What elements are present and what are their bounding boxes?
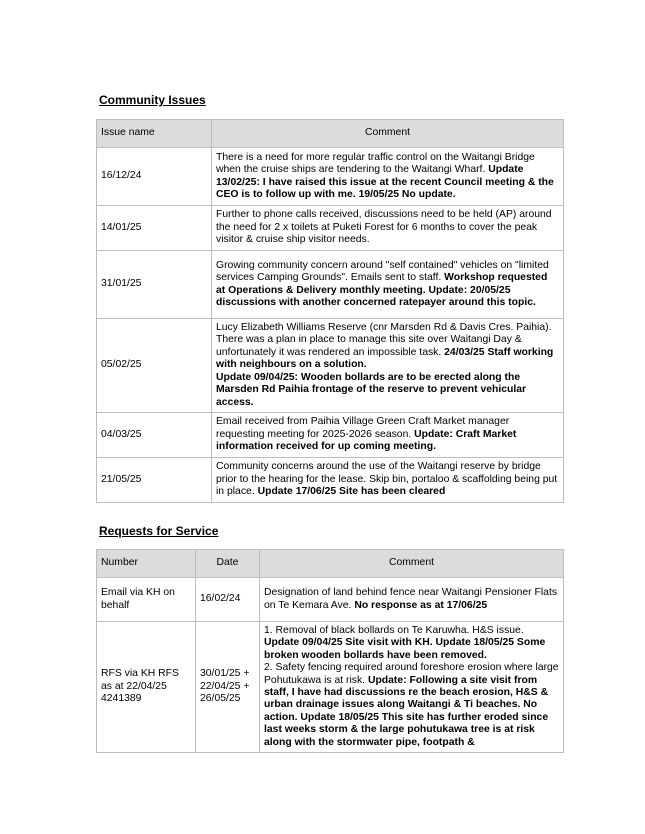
issue-comment: Further to phone calls received, discussions need to be held (AP) around the need for 2 x toilets at Puketi Forest for 6 months to cover the peak visitor & cruise ship visitor needs. [212,206,564,251]
community-issues-table [96,119,564,503]
rfs-date: 30/01/25 + 22/04/25 + 26/05/25 [196,622,260,753]
header-comment: Comment [260,550,564,578]
requests-for-service-title: Requests for Service [99,524,219,538]
header-date: Date [196,550,260,578]
issue-date: 05/02/25 [97,319,212,413]
header-number: Number [97,550,196,578]
issue-comment: There is a need for more regular traffic control on the Waitangi Bridge when the cruise ships are tendering to the Waitangi Wharf. Update 13/02/25: I have raised this issue at the recent Council meeting & the CEO is to follow up with me. 19/05/25 No update. [212,148,564,206]
header-issue-name: Issue name [97,120,212,148]
issue-date: 21/05/25 [97,458,212,503]
table-header-row [97,120,564,148]
table-row [97,578,564,622]
table-row [97,413,564,458]
table-row [97,206,564,251]
header-comment: Comment [212,120,564,148]
table-row [97,622,564,753]
rfs-comment: Designation of land behind fence near Waitangi Pensioner Flats on Te Kemara Ave. No response as at 17/06/25 [260,578,564,622]
issue-date: 14/01/25 [97,206,212,251]
rfs-number: Email via KH on behalf [97,578,196,622]
issue-comment: Lucy Elizabeth Williams Reserve (cnr Marsden Rd & Davis Cres. Paihia). There was a plan in place to manage this site over Waitangi Day & unfortunately it was rendered an impossible task. 24/03/25 Staff working with neighbours on a solution. Update 09/04/25: Wooden bollards are to be erected along the Marsden Rd Paihia frontage of the reserve to prevent vehicular access. [212,319,564,413]
requests-for-service-table [96,549,564,753]
issue-date: 04/03/25 [97,413,212,458]
community-issues-title: Community Issues [99,93,206,107]
table-row [97,458,564,503]
issue-comment: Community concerns around the use of the Waitangi reserve by bridge prior to the hearing for the lease. Skip bin, portaloo & scaffolding being put in place. Update 17/06/25 Site has been cleared [212,458,564,503]
issue-comment: Email received from Paihia Village Green Craft Market manager requesting meeting for 2025-2026 season. Update: Craft Market information received for up coming meeting. [212,413,564,458]
issue-comment: Growing community concern around "self contained" vehicles on "limited services Camping Grounds". Emails sent to staff. Workshop requested at Operations & Delivery monthly meeting. Update: 20/05/25 discussions with another concerned ratepayer around this topic. [212,251,564,319]
table-row [97,251,564,319]
rfs-comment: 1. Removal of black bollards on Te Karuwha. H&S issue. Update 09/04/25 Site visit with KH. Update 18/05/25 Some broken wooden bollards have been removed. 2. Safety fencing required around foreshore erosion where large Pohutukawa is at risk. Update: Following a site visit from staff, I have had discussions re the beach erosion, H&S & urban drainage issues along Waitangi & Ti beaches. No action. Update 18/05/25 This site has further eroded since last weeks storm & the large pohutukawa tree is at risk along with the stormwater pipe, footpath & [260,622,564,753]
issue-date: 16/12/24 [97,148,212,206]
table-row [97,148,564,206]
table-row [97,319,564,413]
issue-date: 31/01/25 [97,251,212,319]
table-header-row [97,550,564,578]
rfs-number: RFS via KH RFS as at 22/04/25 4241389 [97,622,196,753]
rfs-date: 16/02/24 [196,578,260,622]
